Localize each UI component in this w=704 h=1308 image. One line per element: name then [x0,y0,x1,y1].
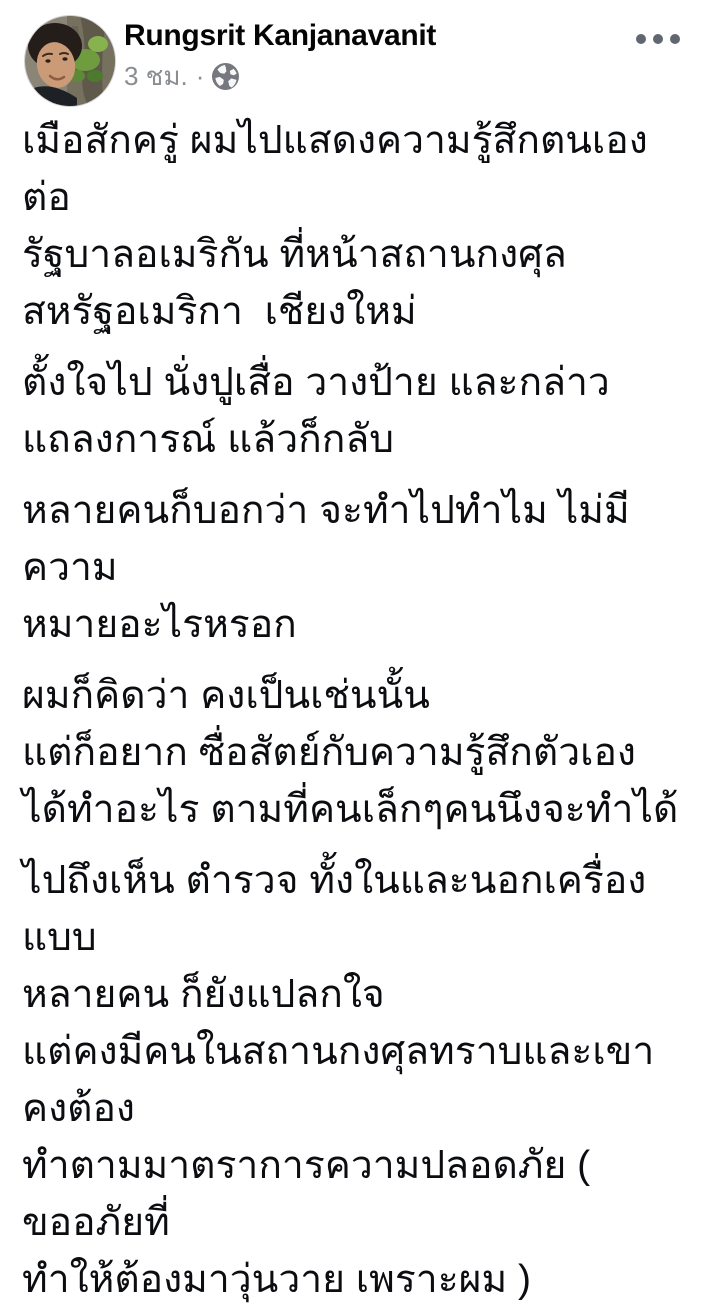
ellipsis-icon [653,34,663,44]
post-text-line: ไปถึงเห็น ตำรวจ ทั้งในและนอกเครื่องแบบ [22,859,647,959]
post-menu-button[interactable] [632,26,684,52]
post-text-line: หลายคนก็บอกว่า จะทำไปทำไม ไม่มีความ [22,489,630,589]
post-text-line: ทำตามมาตราการความปลอดภัย ( ขออภัยที่ [22,1144,602,1244]
post-header [0,0,704,110]
post-text-line: ได้ทำอะไร ตามที่คนเล็กๆคนนึงจะทำได้ [22,788,679,831]
avatar[interactable] [25,16,115,106]
ellipsis-icon [636,34,646,44]
post-text-line: หมายอะไรหรอก [22,603,297,646]
post-paragraph [22,852,682,1308]
post-meta [124,60,436,92]
post-paragraph [22,354,682,468]
post-text-line: หลายคน ก็ยังแปลกใจ [22,973,385,1016]
post-text-line: แต่คงมีคนในสถานกงศุลทราบและเขาคงต้อง [22,1030,655,1130]
post-text-line: แต่ก็อยาก ซื่อสัตย์กับความรู้สึกตัวเอง [22,731,636,774]
post-text-line: เมือสักครู่ ผมไปแสดงความรู้สึกตนเอง ต่อ [22,119,659,219]
timestamp[interactable]: 3 ชม. [124,61,188,91]
profile-photo-icon [25,16,115,106]
header-text [124,16,436,92]
meta-separator: · [195,61,205,91]
post-text-line: แถลงการณ์ แล้วก็กลับ [22,418,394,461]
post-text-line: รัฐบาลอเมริกัน ที่หน้าสถานกงศุล [22,233,567,276]
globe-public-icon [212,63,239,90]
ellipsis-icon [670,34,680,44]
post-text-line: สหรัฐอเมริกา เชียงใหม่ [22,290,417,333]
post-paragraph [22,112,682,340]
post-text-line: ทำให้ต้องมาวุ่นวาย เพราะผม ) [22,1258,532,1301]
post-body [0,110,704,1308]
author-name[interactable]: Rungsrit Kanjanavanit [124,19,437,52]
post-paragraph [22,482,682,653]
post-paragraph [22,667,682,838]
post-text-line: ผมก็คิดว่า คงเป็นเช่นนั้น [22,674,430,717]
post-text-line: ตั้งใจไป นั่งปูเสื่อ วางป้าย และกล่าว [22,361,610,404]
